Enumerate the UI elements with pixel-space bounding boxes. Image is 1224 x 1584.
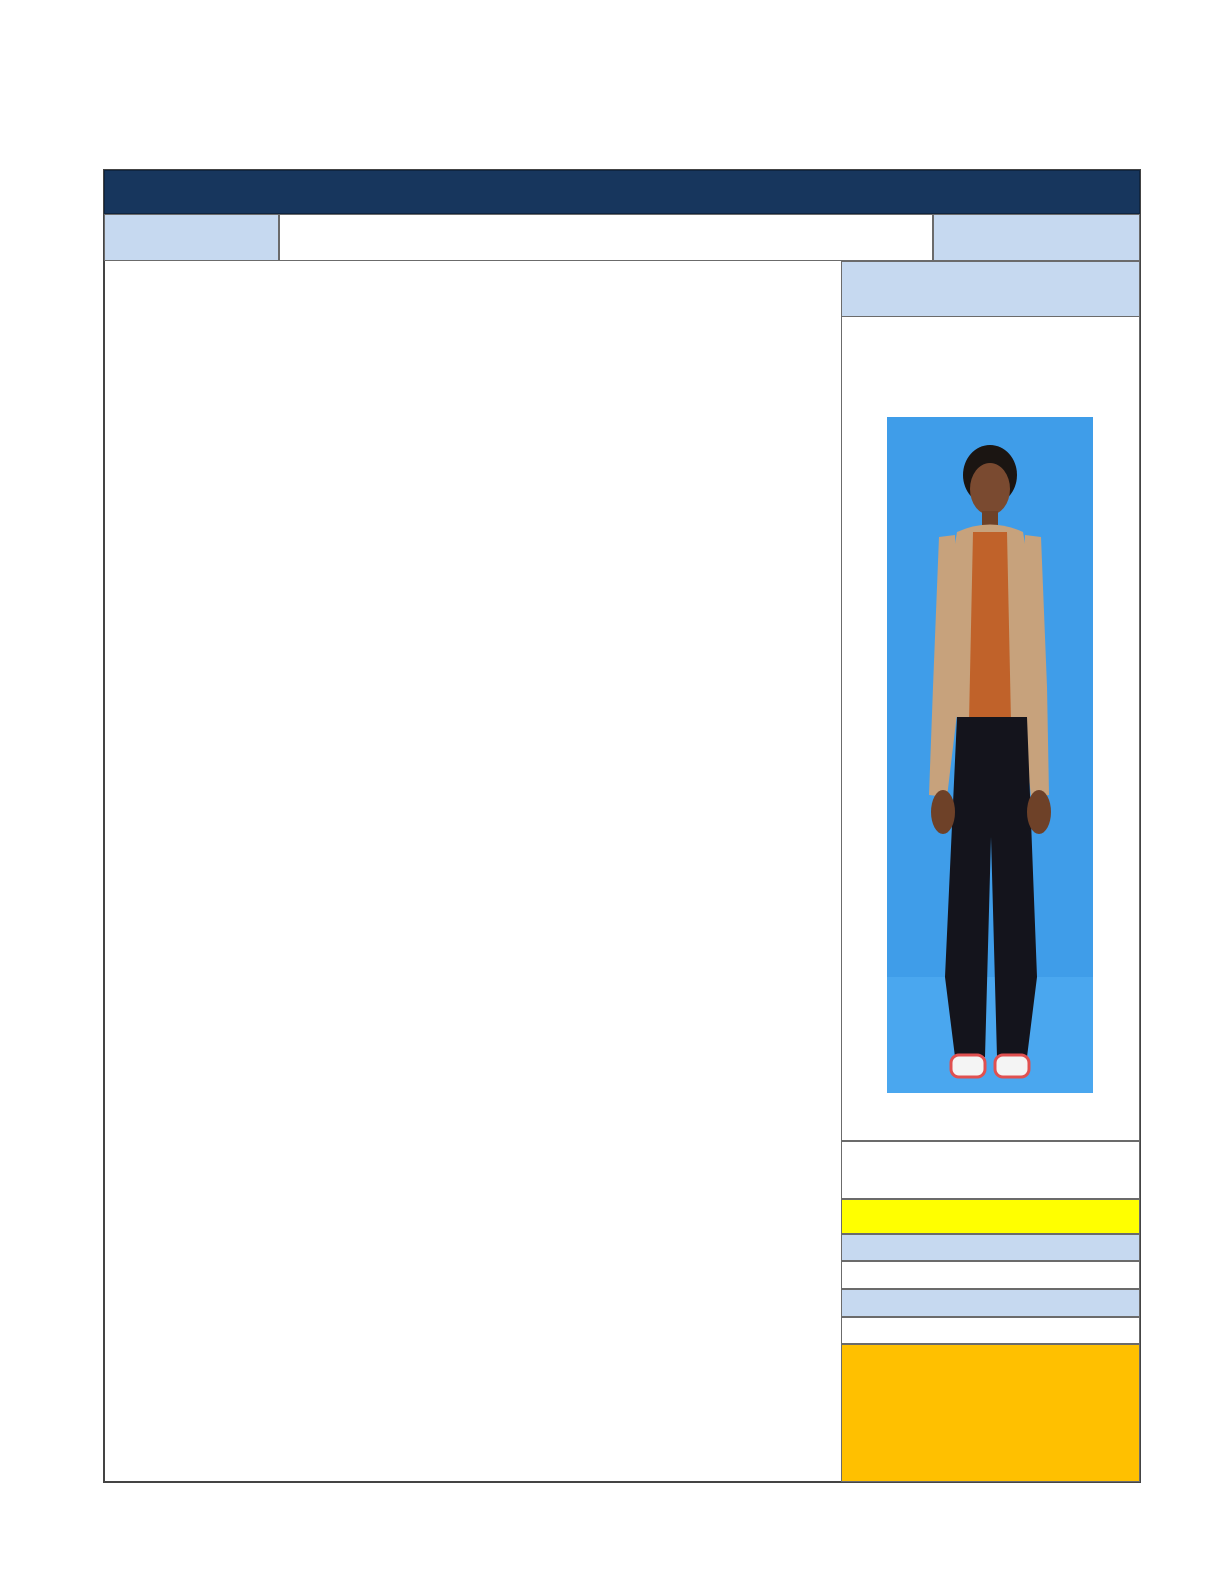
person-illustration-icon bbox=[887, 417, 1093, 1093]
top-right-blank bbox=[841, 261, 1140, 317]
declaration-text bbox=[841, 1344, 1140, 1482]
applicant-badge-value bbox=[841, 1317, 1140, 1344]
form-title bbox=[104, 170, 1140, 214]
applicant-contact-value bbox=[841, 1261, 1140, 1289]
side-blank bbox=[841, 1141, 1140, 1199]
full-name-arabic bbox=[933, 214, 1140, 261]
full-name-label bbox=[104, 214, 279, 261]
highlight-bar bbox=[841, 1199, 1140, 1234]
applicant-photo bbox=[887, 417, 1093, 1093]
applicant-contact-label bbox=[841, 1234, 1140, 1261]
applicant-badge-label bbox=[841, 1289, 1140, 1317]
full-name-value bbox=[279, 214, 933, 261]
